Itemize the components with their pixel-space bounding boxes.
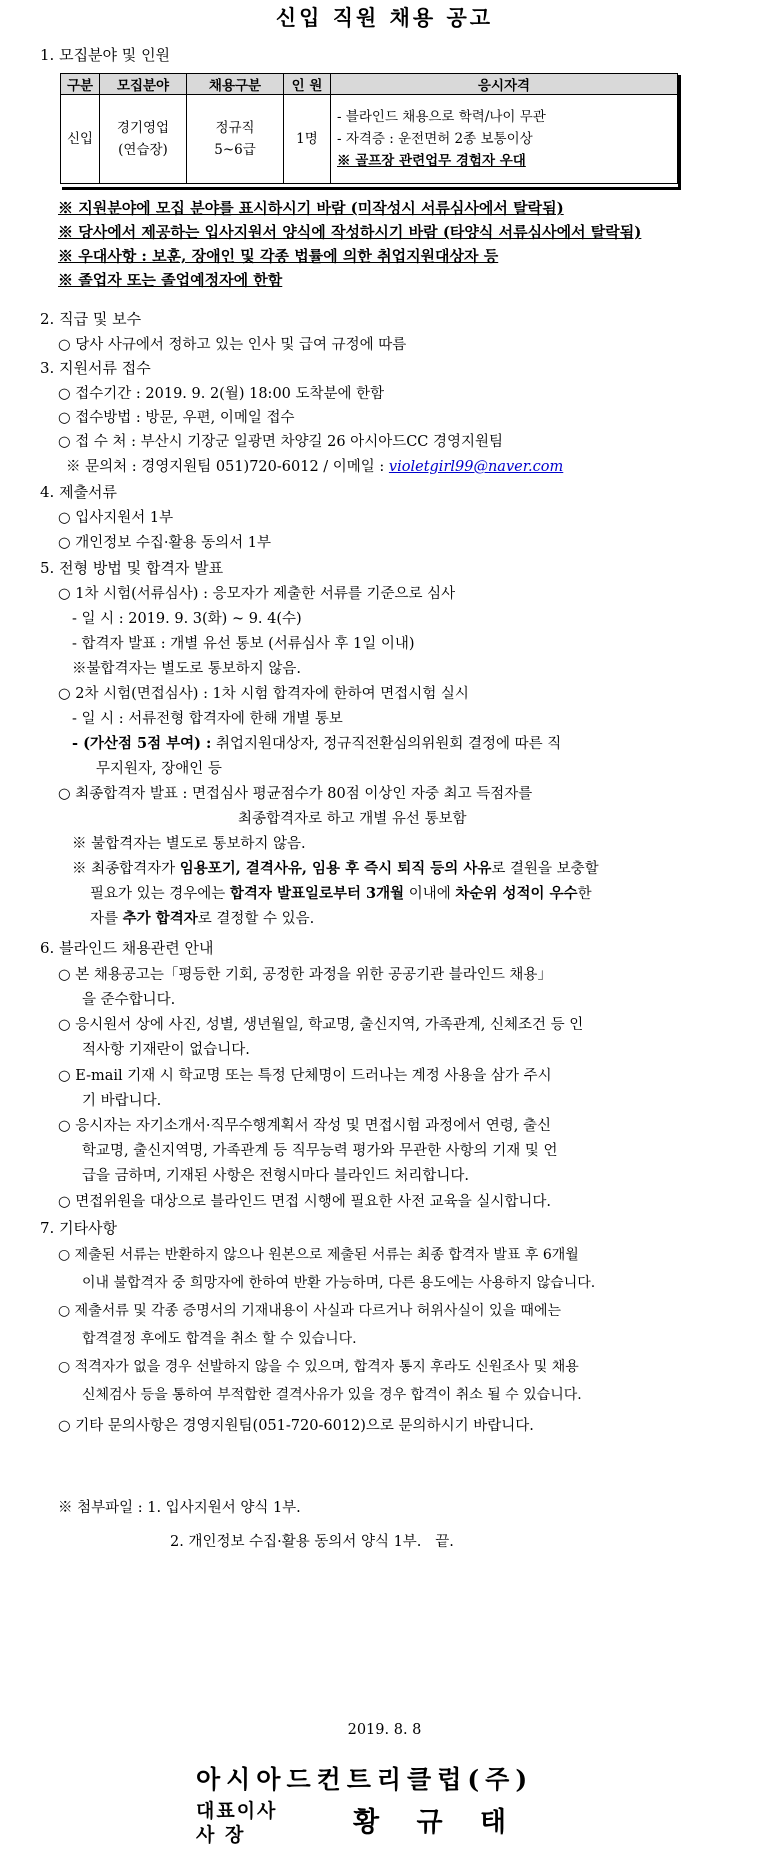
s7-line-6: 신체검사 등을 통하여 부적합한 결격사유가 있을 경우 합격이 취소 될 수 있습니다. (82, 1387, 582, 1403)
note-3: ※ 우대사항 : 보훈, 장애인 및 각종 법률에 의한 취업지원대상자 등 (58, 247, 499, 265)
cell-field: 경기영업 (연습장) (100, 95, 187, 184)
section-6-heading: 6. 블라인드 채용관련 안내 (40, 939, 214, 957)
note-1: ※ 지원분야에 모집 분야를 표시하시기 바람 (미작성시 서류심사에서 탈락됨) (58, 199, 564, 217)
s7-line-4: 합격결정 후에도 합격을 취소 할 수 있습니다. (82, 1331, 357, 1347)
s5-line-10: 최종합격자로 하고 개별 유선 통보함 (238, 811, 467, 827)
s6-line-3: ○ 응시원서 상에 사진, 성별, 생년월일, 학교명, 출신지역, 가족관계, 신체조건 등 인 (58, 1017, 584, 1033)
s5-line-4: ※불합격자는 별도로 통보하지 않음. (72, 661, 302, 677)
recruitment-table (60, 73, 678, 184)
s5-line-7: - (가산점 5점 부여) : 취업지원대상자, 정규직전환심의위원회 결정에 따른 직 (72, 735, 562, 752)
cell-type: 정규직 5~6급 (187, 95, 284, 184)
s7-line-7: ○ 기타 문의사항은 경영지원팀(051-720-6012)으로 문의하시기 바랍니다. (58, 1418, 534, 1434)
s6-line-9: 급을 금하며, 기재된 사항은 전형시마다 블라인드 처리합니다. (82, 1168, 470, 1184)
s4-line-2: ○ 개인정보 수집·활용 동의서 1부 (58, 535, 272, 551)
contact-email-link[interactable]: violetgirl99@naver.com (388, 459, 564, 475)
notice-date: 2019. 8. 8 (347, 1722, 422, 1738)
s5-line-6: - 일 시 : 서류전형 합격자에 한해 개별 통보 (72, 711, 343, 727)
table-shadow-bottom (62, 187, 681, 190)
s6-line-2: 을 준수합니다. (82, 992, 176, 1008)
table-row (61, 95, 678, 184)
s5-line-3: - 합격자 발표 : 개별 유선 통보 (서류심사 후 1일 이내) (72, 636, 415, 652)
col-kind: 구분 (61, 74, 100, 95)
s5-line-9: ○ 최종합격자 발표 : 면접심사 평균점수가 80점 이상인 자중 최고 득점자를 (58, 786, 533, 802)
s6-line-4: 적사항 기재란이 없습니다. (82, 1042, 250, 1058)
table-shadow-right (678, 75, 681, 188)
page-title: 신입 직원 채용 공고 (275, 5, 494, 30)
s3-line-1: ○ 접수기간 : 2019. 9. 2(월) 18:00 도착분에 한함 (58, 386, 385, 402)
cell-qualification: - 블라인드 채용으로 학력/나이 무관 - 자격증 : 운전면허 2종 보통이상 ※ 골프장 관련업무 경험자 우대 (331, 95, 678, 184)
s2-line-1: ○ 당사 사규에서 정하고 있는 인사 및 급여 규정에 따름 (58, 337, 407, 353)
s7-line-2: 이내 불합격자 중 희망자에 한하여 반환 가능하며, 다른 용도에는 사용하지 않습니다. (82, 1275, 596, 1291)
col-count: 인 원 (284, 74, 331, 95)
s6-line-7: ○ 응시자는 자기소개서·직무수행계획서 작성 및 면접시험 과정에서 연령, 출신 (58, 1118, 551, 1134)
s4-line-1: ○ 입사지원서 1부 (58, 510, 174, 526)
s6-line-10: ○ 면접위원을 대상으로 블라인드 면접 시행에 필요한 사전 교육을 실시합니다. (58, 1194, 551, 1210)
section-5-heading: 5. 전형 방법 및 합격자 발표 (40, 559, 224, 577)
s3-line-3: ○ 접 수 처 : 부산시 기장군 일광면 차양길 26 아시아드CC 경영지원팀 (58, 434, 504, 450)
col-type: 채용구분 (187, 74, 284, 95)
table-header-row (61, 74, 678, 95)
s3-line-4: ※ 문의처 : 경영지원팀 051)720-6012 / 이메일 : violetgirl99@naver.com (66, 459, 564, 475)
s6-line-5: ○ E-mail 기재 시 학교명 또는 특정 단체명이 드러나는 계정 사용을 삼가 주시 (58, 1068, 552, 1084)
s5-line-14: 자를 추가 합격자로 결정할 수 있음. (90, 910, 315, 927)
s5-line-13: 필요가 있는 경우에는 합격자 발표일로부터 3개월 이내에 차순위 성적이 우수한 (90, 885, 592, 902)
cell-count: 1명 (284, 95, 331, 184)
section-7-heading: 7. 기타사항 (40, 1219, 118, 1237)
s3-line-2: ○ 접수방법 : 방문, 우편, 이메일 접수 (58, 410, 295, 426)
s6-line-8: 학교명, 출신지역명, 가족관계 등 직무능력 평가와 무관한 사항의 기재 및 언 (82, 1143, 558, 1159)
ceo-title-1: 대표이사 (196, 1800, 278, 1822)
s5-line-12: ※ 최종합격자가 임용포기, 결격사유, 임용 후 즉시 퇴직 등의 사유로 결원을 보충할 (72, 860, 599, 877)
s5-line-5: ○ 2차 시험(면접심사) : 1차 시험 합격자에 한하여 면접시험 실시 (58, 686, 469, 702)
col-field: 모집분야 (100, 74, 187, 95)
ceo-title-2: 사 장 (196, 1824, 246, 1846)
section-1-heading: 1. 모집분야 및 인원 (40, 46, 171, 64)
section-4-heading: 4. 제출서류 (40, 483, 118, 501)
cell-kind: 신입 (61, 95, 100, 184)
s6-line-1: ○ 본 채용공고는「평등한 기회, 공정한 과정을 위한 공공기관 블라인드 채용」 (58, 967, 552, 983)
note-4: ※ 졸업자 또는 졸업예정자에 한함 (58, 271, 283, 289)
section-2-heading: 2. 직급 및 보수 (40, 310, 142, 328)
s7-line-1: ○ 제출된 서류는 반환하지 않으나 원본으로 제출된 서류는 최종 합격자 발표 후 6개월 (58, 1247, 579, 1263)
ceo-name: 황 규 태 (353, 1807, 507, 1838)
s7-line-3: ○ 제출서류 및 각종 증명서의 기재내용이 사실과 다르거나 허위사실이 있을 때에는 (58, 1303, 562, 1319)
s5-line-1: ○ 1차 시험(서류심사) : 응모자가 제출한 서류를 기준으로 심사 (58, 586, 456, 602)
s5-line-2: - 일 시 : 2019. 9. 3(화) ~ 9. 4(수) (72, 611, 302, 627)
col-qualification: 응시자격 (331, 74, 678, 95)
s6-line-6: 기 바랍니다. (82, 1093, 162, 1109)
attachment-line-1: ※ 첨부파일 : 1. 입사지원서 양식 1부. (58, 1500, 301, 1516)
note-2: ※ 당사에서 제공하는 입사지원서 양식에 작성하시기 바람 (타양식 서류심사에서 탈락됨) (58, 223, 642, 241)
attachment-line-2: 2. 개인정보 수집·활용 동의서 양식 1부. 끝. (170, 1534, 454, 1550)
s5-line-8: 무지원자, 장애인 등 (96, 761, 222, 777)
s7-line-5: ○ 적격자가 없을 경우 선발하지 않을 수 있으며, 합격자 통지 후라도 신원조사 및 채용 (58, 1359, 579, 1375)
s5-line-11: ※ 불합격자는 별도로 통보하지 않음. (72, 836, 306, 852)
company-name: 아시아드컨트리클럽(주) (196, 1765, 534, 1794)
section-3-heading: 3. 지원서류 접수 (40, 359, 151, 377)
